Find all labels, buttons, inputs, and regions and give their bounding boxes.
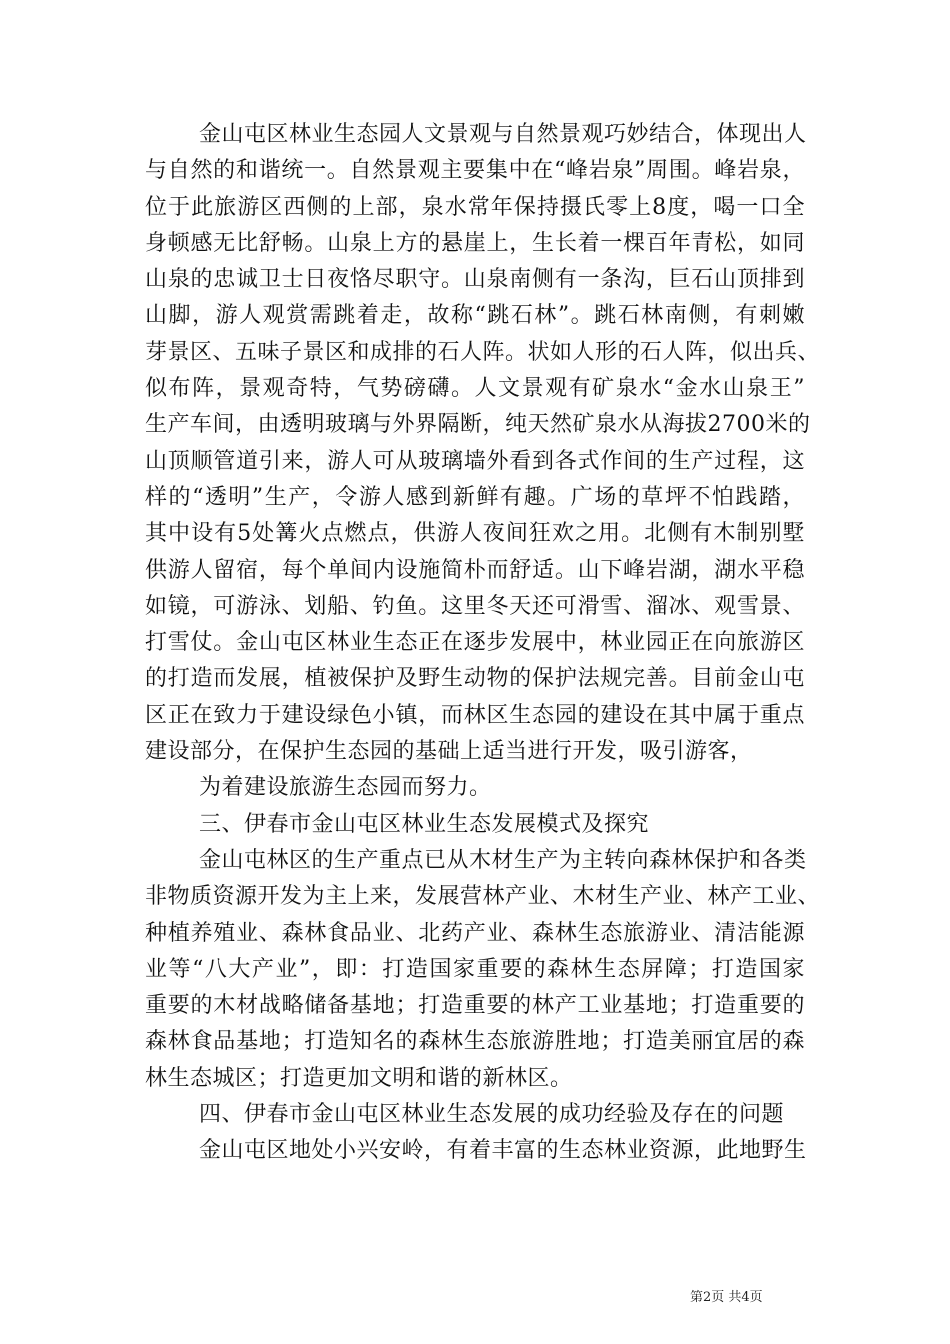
text-line: 其中设有5处篝火点燃点，供游人夜间狂欢之用。北侧有木制别墅 [145, 521, 805, 547]
text-line: 非物质资源开发为主上来，发展营林产业、木材生产业、林产工业、 [145, 884, 821, 910]
text-line: 重要的木材战略储备基地；打造重要的林产工业基地；打造重要的 [145, 993, 805, 1019]
text-line: 种植养殖业、森林食品业、北药产业、森林生态旅游业、清洁能源 [145, 920, 805, 946]
text-line: 供游人留宿，每个单间内设施简朴而舒适。山下峰岩湖，湖水平稳 [145, 557, 805, 583]
text-line: 区正在致力于建设绿色小镇，而林区生态园的建设在其中属于重点 [145, 702, 805, 728]
text-line: 为着建设旅游生态园而努力。 [199, 775, 492, 801]
document-body [145, 117, 821, 1170]
text-line: 芽景区、五味子景区和成排的石人阵。状如人形的石人阵，似出兵、 [145, 339, 821, 365]
text-line: 的打造而发展，植被保护及野生动物的保护法规完善。目前金山屯 [145, 666, 805, 692]
text-line: 如镜，可游泳、划船、钓鱼。这里冬天还可滑雪、溜冰、观雪景、 [145, 593, 805, 619]
text-line: 山顶顺管道引来，游人可从玻璃墙外看到各式作间的生产过程，这 [145, 448, 805, 474]
section-heading-3: 三、伊春市金山屯区林业生态发展模式及探究 [199, 811, 650, 837]
text-line: 建设部分，在保护生态园的基础上适当进行开发，吸引游客， [145, 739, 753, 765]
text-line: 金山屯林区的生产重点已从木材生产为主转向森林保护和各类 [199, 847, 807, 873]
text-line: 样的“透明”生产，令游人感到新鲜有趣。广场的草坪不怕践踏， [145, 484, 805, 510]
text-line: 山泉的忠诚卫士日夜恪尽职守。山泉南侧有一条沟，巨石山顶排到 [145, 267, 805, 293]
text-line: 林生态城区；打造更加文明和谐的新林区。 [145, 1065, 573, 1091]
text-line: 金山屯区林业生态园人文景观与自然景观巧妙结合，体现出人 [199, 122, 807, 147]
text-line: 森林食品基地；打造知名的森林生态旅游胜地；打造美丽宜居的森 [145, 1029, 805, 1055]
text-line: 生产车间，由透明玻璃与外界隔断，纯天然矿泉水从海拔2700米的 [145, 412, 811, 438]
text-line: 似布阵，景观奇特，气势磅礴。人文景观有矿泉水“金水山泉王” [145, 376, 805, 402]
text-line: 山脚，游人观赏需跳着走，故称“跳石林”。跳石林南侧，有刺嫩 [145, 303, 805, 329]
text-line: 与自然的和谐统一。自然景观主要集中在“峰岩泉”周围。峰岩泉， [145, 158, 805, 184]
text-line: 身顿感无比舒畅。山泉上方的悬崖上，生长着一棵百年青松，如同 [145, 230, 805, 256]
page-number-footer: 第2页 共4页 [690, 1290, 763, 1305]
text-line: 业等“八大产业”，即：打造国家重要的森林生态屏障；打造国家 [145, 956, 805, 982]
text-line: 位于此旅游区西侧的上部，泉水常年保持摄氏零上8度，喝一口全 [145, 194, 805, 220]
section-heading-4: 四、伊春市金山屯区林业生态发展的成功经验及存在的问题 [199, 1102, 785, 1128]
text-line: 打雪仗。金山屯区林业生态正在逐步发展中，林业园正在向旅游区 [145, 630, 805, 656]
text-line: 金山屯区地处小兴安岭，有着丰富的生态林业资源，此地野生 [199, 1138, 807, 1164]
